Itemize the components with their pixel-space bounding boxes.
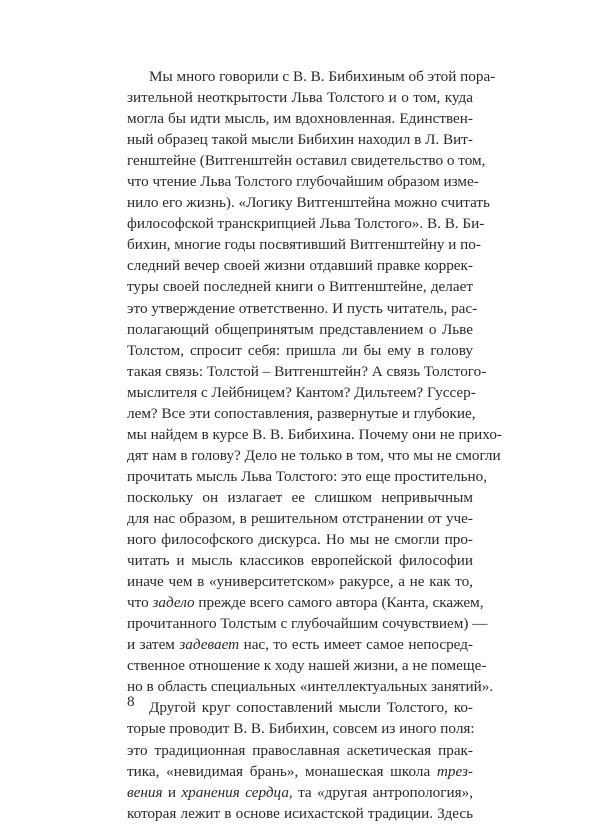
text-line: ного философского дискурса. Но мы не смогли про- xyxy=(127,531,473,549)
text-line: дят нам в голову? Дело не только в том, что мы не смогли xyxy=(127,446,501,464)
text-line: следний вечер своей жизни отдавший правке коррек- xyxy=(127,257,473,275)
text-run: и затем xyxy=(127,636,180,654)
text-line: могла бы идти мысль, им вдохновленная. Единствен- xyxy=(127,110,473,128)
text-line: полагающий общепринятым представлением о Льве xyxy=(127,320,473,338)
text-line: для нас образом, в решительном отстранении от уче- xyxy=(127,509,473,527)
text-line xyxy=(127,761,473,782)
text-line: Мы много говорили с В. В. Бибихиным об этой пора- xyxy=(149,68,496,85)
text-run: прежде всего самого автора (Канта, скажем, xyxy=(194,594,484,612)
text-run: , та «другая антропология», xyxy=(288,783,473,801)
text-line xyxy=(127,782,473,803)
body-text xyxy=(127,66,502,824)
text-line: нило его жизнь). «Логику Витгенштейна можно считать xyxy=(127,194,490,212)
text-run: тика, «невидимая брань», монашеская школа xyxy=(127,762,437,780)
italic-text: трез- xyxy=(436,762,473,780)
text-line: Толстом, спросит себя: пришла ли бы ему в голову xyxy=(127,341,473,359)
page-number: 8 xyxy=(127,693,135,710)
text-line: такая связь: Толстой – Витгенштейн? А связь Толстого- xyxy=(127,362,487,380)
text-line: мы найдем в курсе В. В. Бибихина. Почему они не прихо- xyxy=(127,425,502,443)
text-line: прочитанного Толстым с глубочайшим сочувствием) — xyxy=(127,615,488,633)
text-line: которая лежит в основе исихастской традиции. Здесь xyxy=(127,804,473,822)
text-line: мыслителя с Лейбницем? Кантом? Дильтеем? Гуссер- xyxy=(127,383,476,401)
italic-text: задевает xyxy=(179,636,240,654)
text-line: генштейне (Витгенштейн оставил свидетельство о том, xyxy=(127,152,486,170)
text-line: это традиционная православная аскетическая прак- xyxy=(127,741,473,759)
italic-text: задело xyxy=(152,594,195,612)
text-line: но в область специальных «интеллектуальных занятий». xyxy=(127,678,494,696)
text-line: иначе чем в «университетском» ракурсе, а не как то, xyxy=(127,573,473,591)
italic-text: хранения сердца xyxy=(181,783,289,801)
text-line: зительной неоткрытости Льва Толстого и о том, куда xyxy=(127,89,473,107)
text-line: ственное отношение к ходу нашей жизни, а не помеще- xyxy=(127,657,487,675)
text-line: Другой круг сопоставлений мысли Толстого, ко- xyxy=(149,699,473,717)
text-line: философской транскрипцией Льва Толстого». В. В. Би- xyxy=(127,215,485,233)
text-line: прочитать мысль Льва Толстого: это еще простительно, xyxy=(127,467,488,485)
italic-text: вения xyxy=(127,783,163,801)
text-line: что чтение Льва Толстого глубочайшим образом изме- xyxy=(127,173,479,191)
text-line: лем? Все эти сопоставления, развернутые и глубокие, xyxy=(127,404,476,422)
text-line xyxy=(127,634,473,655)
text-line xyxy=(127,592,484,613)
text-line: туры своей последней книги о Витгенштейне, делает xyxy=(127,278,473,296)
text-run: и xyxy=(162,783,182,801)
text-run: что xyxy=(127,594,153,612)
text-line: торые проводит В. В. Бибихин, совсем из иного поля: xyxy=(127,720,475,738)
text-line: это утверждение ответственно. И пусть читатель, рас- xyxy=(127,299,478,317)
text-line: ный образец такой мысли Бибихин находил в Л. Вит- xyxy=(127,131,473,149)
text-run: нас, то есть имеет самое непосред- xyxy=(239,636,473,654)
text-line: читать и мысль классиков европейской философии xyxy=(127,552,473,570)
text-line: поскольку он излагает ее слишком непривычным xyxy=(127,488,473,506)
text-line: бихин, многие годы посвятивший Витгенштейну и по- xyxy=(127,236,481,254)
